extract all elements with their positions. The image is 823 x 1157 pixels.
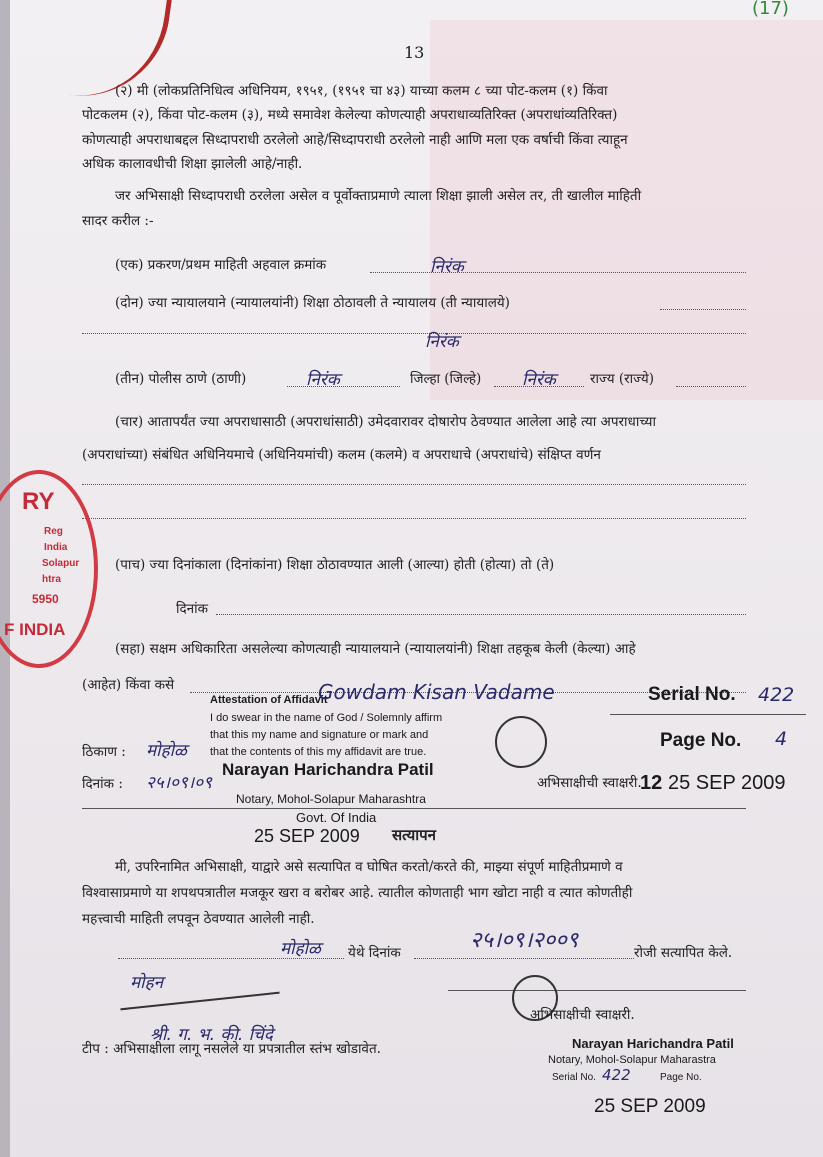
attestation-line1: I do swear in the name of God / Solemnly affirm (210, 712, 443, 724)
item-saha-line2: (आहेत) किंवा कसे (82, 677, 175, 693)
seal-bottom: F INDIA (4, 620, 66, 639)
handwritten-verify-date: २५।०९।२००९ (470, 928, 579, 953)
section-divider (82, 808, 746, 809)
seal-num: 5950 (32, 592, 59, 606)
verification-roji: रोजी सत्यापित केले. (634, 945, 733, 961)
seal-mid4: htra (42, 574, 61, 585)
page-label: Page No. (660, 730, 742, 751)
para2-line1: (२) मी (लोकप्रतिनिधित्व अधिनियम, १९५१, (१९५१ चा ४३) याच्या कलम ८ च्या पोट-कलम (१) किंवा (115, 83, 608, 99)
intro-line2: सादर करील :- (82, 213, 154, 229)
date-stamp-right: 25 SEP 2009 (668, 772, 786, 794)
item-teen-rajya: राज्य (राज्ये) (590, 371, 654, 387)
notary-bottom-address: Notary, Mohol-Solapur Maharastra (548, 1054, 716, 1066)
item-ek-line (370, 272, 746, 273)
seal-mid1: Reg (44, 526, 63, 537)
seal-mid2: India (44, 542, 68, 553)
signature-line-right (448, 990, 746, 991)
handwritten-nirank-3: निरंक (306, 370, 340, 390)
abhisakshi-sahi-2: अभिसाक्षीची स्वाक्षरी. (530, 1007, 635, 1023)
handwritten-nirank-1: निरंक (430, 257, 464, 277)
para2-line3: कोणत्याही अपराधाबद्दल सिध्दापराधी ठरलेलो आहे/सिध्दापराधी ठरलेलो नाही आणि मला एक वर्षाची किंवा त्याहून (82, 132, 628, 148)
item-teen: (तीन) पोलीस ठाणे (ठाणी) (115, 371, 247, 387)
handwritten-nirank-2: निरंक (425, 332, 459, 352)
attestation-notary-name: Narayan Harichandra Patil (222, 760, 434, 779)
handwritten-mohol: मोहोळ (280, 939, 321, 959)
attestation-notary-address: Notary, Mohol-Solapur Maharashtra (236, 792, 426, 806)
handwritten-nirank-4: निरंक (522, 370, 556, 390)
seal-top: RY (22, 488, 55, 515)
verification-line3: महत्त्वाची माहिती लपवून ठेवण्यात आलेली नाही. (82, 911, 315, 927)
verification-line2: विश्वासाप्रमाणे या शपथपत्रातील मजकूर खरा व बरोबर आहे. त्यातील कोणताही भाग खोटा नाही व त्यात कोणतीही (82, 885, 633, 901)
attestation-govt: Govt. Of India (296, 810, 377, 825)
handwritten-page-no: 4 (775, 728, 788, 750)
notary-bottom-date: 25 SEP 2009 (594, 1096, 706, 1117)
item-teen-line-1 (287, 386, 400, 387)
verification-ethe-dinank: येथे दिनांक (348, 945, 401, 961)
attestation-date-stamp: 25 SEP 2009 (254, 826, 360, 846)
handwritten-bottom-serial: 422 (602, 1066, 631, 1084)
stamp-paper-watermark (430, 20, 823, 400)
para2-line2: पोटकलम (२), किंवा पोट-कलम (३), मध्ये समावेश केलेल्या कोणत्याही अपराधाव्यतिरिक्त (अपराधांव्यतिरिक्त) (82, 107, 618, 123)
handwritten-dinank: २५।०९।०९ (146, 773, 212, 793)
page-number: 13 (404, 43, 425, 62)
item-char-line-b (82, 518, 746, 519)
satyapan-title: सत्यापन (392, 826, 436, 844)
attestation-line2: that this my name and signature or mark and (210, 729, 429, 741)
item-saha-line1: (सहा) सक्षम अधिकारिता असलेल्या कोणत्याही न्यायालयाने (न्यायालयांनी) शिक्षा तहकूब केली (केल्या) आहे (115, 641, 636, 657)
handwritten-thikan: मोहोळ (146, 741, 187, 761)
intro-line1: जर अभिसाक्षी सिध्दापराधी ठरलेला असेल व पूर्वोक्ताप्रमाणे त्याला शिक्षा झाली असेल तर, ती खालील माहिती (115, 188, 642, 204)
item-don-line-b (82, 333, 746, 334)
handwritten-attest-name: Gowdam Kisan Vadame (318, 680, 555, 704)
notary-bottom-serial: Serial No. (552, 1072, 596, 1083)
seal-mid3: Solapur (42, 558, 80, 569)
handwritten-left-signature: मोहन (130, 973, 164, 993)
footer-note: टीप : अभिसाक्षीला लागू नसलेले या प्रपत्रातील स्तंभ खोडावेत. (82, 1041, 381, 1057)
item-char-line2: (अपराधांच्या) संबंधित अधिनियमाचे (अधिनियमांची) कलम (कलमे) व अपराधाचे (अपराधांचे) संक्षिप्त वर्णन (82, 447, 601, 463)
attestation-line3: that the contents of this my affidavit are true. (210, 746, 427, 758)
serial-label: Serial No. (648, 684, 736, 705)
item-don: (दोन) ज्या न्यायालयाने (न्यायालयांनी) शिक्षा ठोठावली ते न्यायालय (ती न्यायालये) (115, 295, 510, 311)
serial-underline (610, 714, 806, 715)
item-teen-line-3 (676, 386, 746, 387)
verification-date-line (414, 958, 634, 959)
corner-mark: (17) (752, 0, 789, 19)
attestation-title: Attestation of Affidavit (210, 694, 328, 706)
item-teen-jilha: जिल्हा (जिल्हे) (410, 371, 482, 387)
verification-line1: मी, उपरिनामित अभिसाक्षी, याद्वारे असे सत्यापित व घोषित करतो/करते की, माझ्या संपूर्ण माहितीप्रमाणे व (115, 859, 623, 875)
notary-bottom-page: Page No. (660, 1072, 702, 1083)
item-pach: (पाच) ज्या दिनांकाला (दिनांकांना) शिक्षा ठोठावण्यात आली (आल्या) होती (होत्या) तो (ते) (115, 557, 555, 573)
item-char-line-a (82, 484, 746, 485)
signature-scribble-1 (495, 716, 547, 768)
item-pach-dinank: दिनांक (176, 601, 209, 617)
thikan-label: ठिकाण : (82, 744, 126, 760)
abhisakshi-sahi: अभिसाक्षीची स्वाक्षरी. (537, 775, 642, 791)
para2-line4: अधिक कालावधीची शिक्षा झालेली आहे/नाही. (82, 156, 303, 172)
handwritten-left-name: श्री. ग. भ. की. चिंदे (150, 1025, 273, 1045)
dinank-label: दिनांक : (82, 776, 123, 792)
item-don-line-a (660, 309, 746, 310)
item-pach-line (216, 614, 746, 615)
notary-bottom-name: Narayan Harichandra Patil (572, 1036, 734, 1051)
item-char-line1: (चार) आतापर्यंत ज्या अपराधासाठी (अपराधांसाठी) उमेदवारावर दोषारोप ठेवण्यात आलेला आहे त्या अपराधाच्या (115, 414, 657, 430)
handwritten-serial-no: 422 (758, 684, 795, 706)
item-ek: (एक) प्रकरण/प्रथम माहिती अहवाल क्रमांक (115, 257, 327, 273)
date-prefix: 12 (640, 772, 663, 794)
